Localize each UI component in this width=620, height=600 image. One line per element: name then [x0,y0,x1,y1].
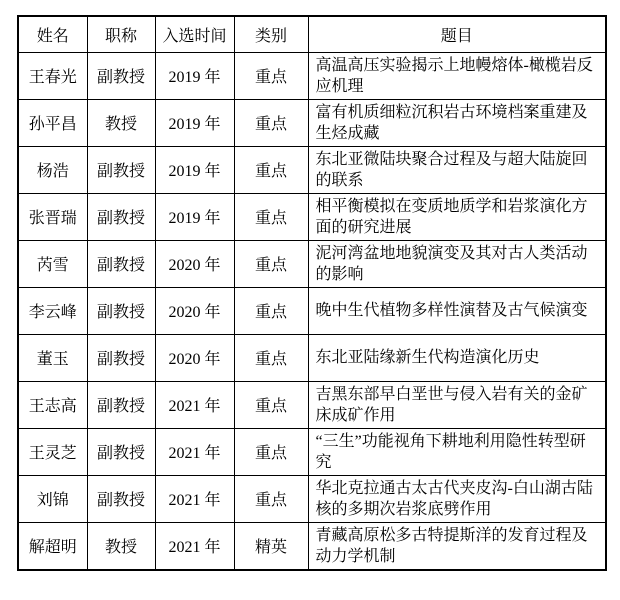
category-cell: 重点 [234,146,308,193]
table-row [18,287,606,334]
table-body [18,52,606,570]
name-cell: 王春光 [18,52,87,99]
faculty-selection-table [17,15,607,571]
topic-cell: 华北克拉通古太古代夹皮沟-白山湖古陆核的多期次岩浆底劈作用 [308,475,606,522]
title-cell: 副教授 [87,193,155,240]
name-cell: 芮雪 [18,240,87,287]
topic-cell: 相平衡模拟在变质地质学和岩浆演化方面的研究进展 [308,193,606,240]
name-cell: 孙平昌 [18,99,87,146]
column-header: 姓名 [18,16,87,52]
table-row [18,99,606,146]
category-cell: 重点 [234,240,308,287]
table-row [18,428,606,475]
year-cell: 2021 年 [155,428,234,475]
topic-cell: 吉黑东部早白垩世与侵入岩有关的金矿床成矿作用 [308,381,606,428]
year-cell: 2019 年 [155,99,234,146]
title-cell: 副教授 [87,287,155,334]
title-cell: 副教授 [87,240,155,287]
year-cell: 2020 年 [155,240,234,287]
column-header: 职称 [87,16,155,52]
title-cell: 副教授 [87,334,155,381]
name-cell: 杨浩 [18,146,87,193]
table-row [18,193,606,240]
name-cell: 李云峰 [18,287,87,334]
table-row [18,381,606,428]
topic-cell: 东北亚陆缘新生代构造演化历史 [308,334,606,381]
table-row [18,475,606,522]
year-cell: 2021 年 [155,381,234,428]
category-cell: 重点 [234,99,308,146]
column-header: 类别 [234,16,308,52]
category-cell: 重点 [234,334,308,381]
category-cell: 重点 [234,428,308,475]
year-cell: 2019 年 [155,146,234,193]
topic-cell: 东北亚微陆块聚合过程及与超大陆旋回的联系 [308,146,606,193]
topic-cell: 富有机质细粒沉积岩古环境档案重建及生烃成藏 [308,99,606,146]
name-cell: 刘锦 [18,475,87,522]
year-cell: 2019 年 [155,193,234,240]
table-row [18,146,606,193]
year-cell: 2021 年 [155,475,234,522]
topic-cell: 晚中生代植物多样性演替及古气候演变 [308,287,606,334]
title-cell: 副教授 [87,475,155,522]
category-cell: 重点 [234,381,308,428]
name-cell: 董玉 [18,334,87,381]
topic-cell: 泥河湾盆地地貌演变及其对古人类活动的影响 [308,240,606,287]
year-cell: 2019 年 [155,52,234,99]
year-cell: 2020 年 [155,287,234,334]
table-row [18,240,606,287]
table-row [18,52,606,99]
header-row [18,16,606,52]
topic-cell: 高温高压实验揭示上地幔熔体-橄榄岩反应机理 [308,52,606,99]
category-cell: 重点 [234,475,308,522]
topic-cell: “三生”功能视角下耕地利用隐性转型研究 [308,428,606,475]
column-header: 入选时间 [155,16,234,52]
title-cell: 副教授 [87,381,155,428]
year-cell: 2021 年 [155,522,234,570]
category-cell: 重点 [234,287,308,334]
category-cell: 精英 [234,522,308,570]
title-cell: 副教授 [87,52,155,99]
name-cell: 王灵芝 [18,428,87,475]
year-cell: 2020 年 [155,334,234,381]
name-cell: 解超明 [18,522,87,570]
category-cell: 重点 [234,193,308,240]
table-row [18,334,606,381]
title-cell: 教授 [87,99,155,146]
title-cell: 副教授 [87,428,155,475]
topic-cell: 青藏高原松多古特提斯洋的发育过程及动力学机制 [308,522,606,570]
title-cell: 教授 [87,522,155,570]
category-cell: 重点 [234,52,308,99]
column-header: 题目 [308,16,606,52]
name-cell: 王志高 [18,381,87,428]
name-cell: 张晋瑞 [18,193,87,240]
title-cell: 副教授 [87,146,155,193]
table-row [18,522,606,570]
